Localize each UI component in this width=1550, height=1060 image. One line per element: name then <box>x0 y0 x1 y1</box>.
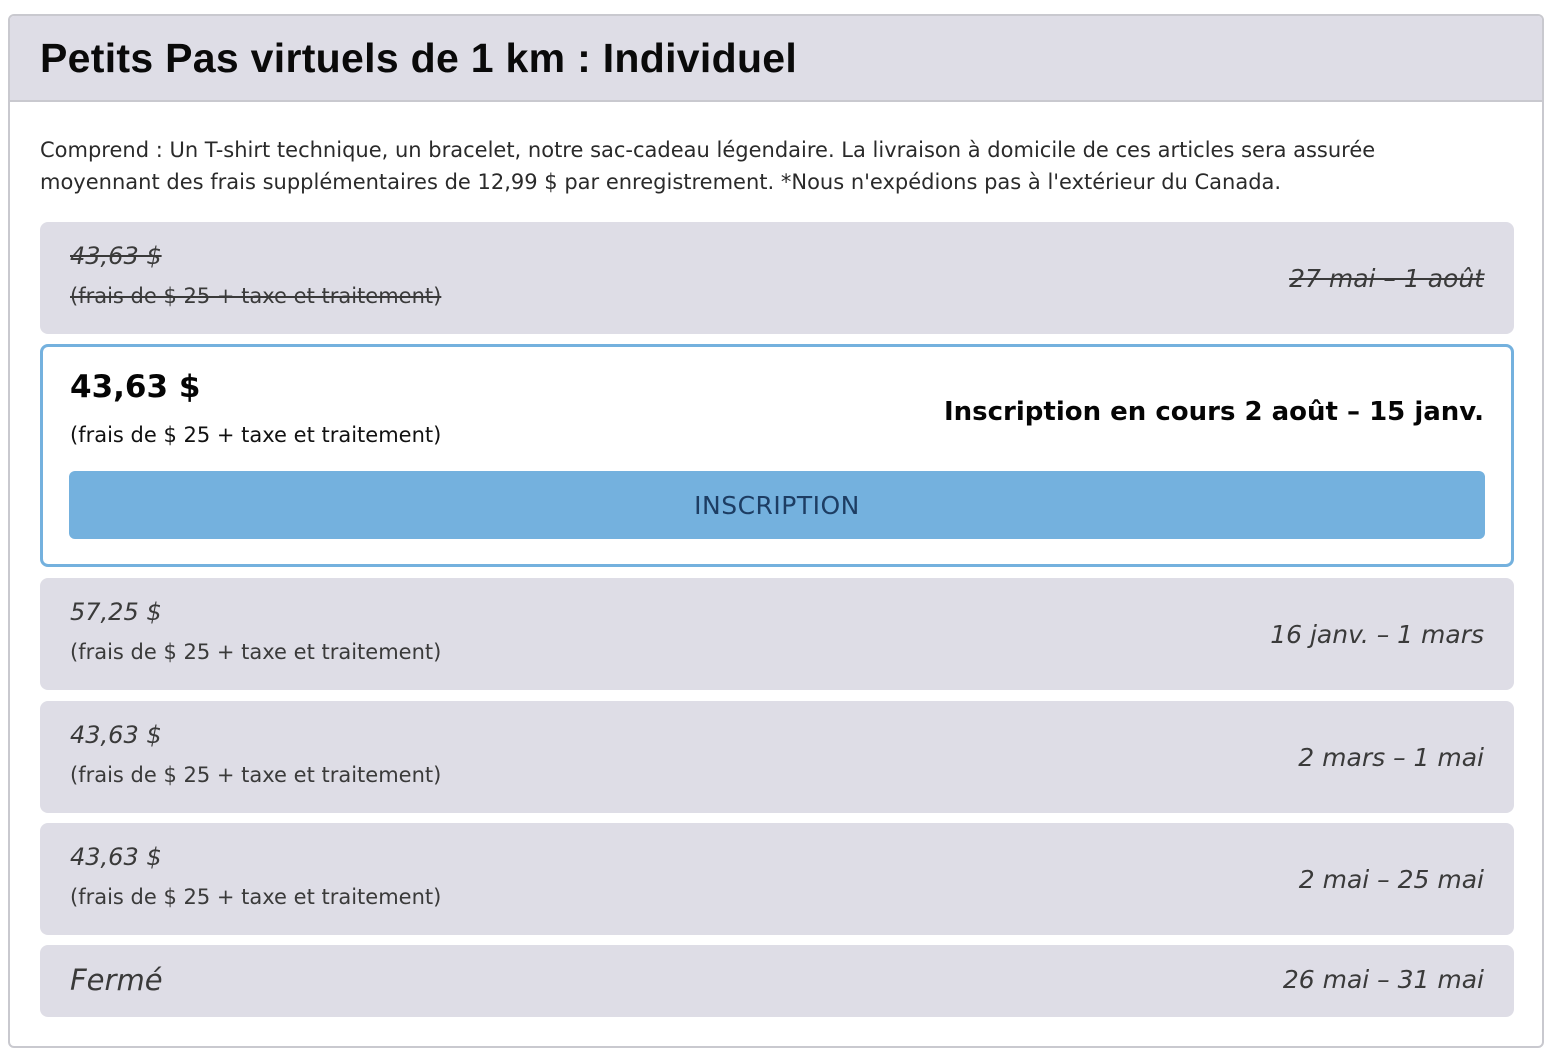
price-tier-past <box>40 222 1514 334</box>
tier-price: 43,63 $ <box>70 369 201 405</box>
registration-card <box>8 14 1544 1048</box>
tier-fee: (frais de $ 25 + taxe et traitement) <box>70 640 442 664</box>
tier-price: 43,63 $ <box>70 242 162 270</box>
price-tier-upcoming <box>40 578 1514 690</box>
tier-dates: 27 mai – 1 août <box>1289 264 1484 293</box>
card-header <box>10 16 1542 102</box>
tier-dates: Inscription en cours 2 août – 15 janv. <box>943 397 1484 427</box>
tier-dates: 2 mai – 25 mai <box>1298 865 1484 894</box>
event-description: Comprend : Un T-shirt technique, un bracelet, notre sac-cadeau légendaire. La livraison à domicile de ces articles sera assurée moyennant des frais supplémentaires de 12,99 $ par enregistrement. *Nous n'expédions pas à l'extérieur du Canada. <box>40 138 1376 194</box>
price-tier-closed <box>40 945 1514 1017</box>
price-tier-current <box>40 344 1514 567</box>
tier-fee: (frais de $ 25 + taxe et traitement) <box>70 763 442 787</box>
tier-dates: 16 janv. – 1 mars <box>1270 620 1484 649</box>
tier-dates: 26 mai – 31 mai <box>1282 965 1484 994</box>
tier-fee: (frais de $ 25 + taxe et traitement) <box>70 284 442 308</box>
event-title: Petits Pas virtuels de 1 km : Individuel <box>40 34 798 81</box>
price-tier-upcoming <box>40 823 1514 935</box>
tier-dates: 2 mars – 1 mai <box>1298 743 1484 772</box>
tier-price: 43,63 $ <box>70 843 162 871</box>
tier-fee: (frais de $ 25 + taxe et traitement) <box>70 423 442 447</box>
tier-fee: (frais de $ 25 + taxe et traitement) <box>70 885 442 909</box>
tier-price: 43,63 $ <box>70 721 162 749</box>
tier-price: 57,25 $ <box>70 598 162 626</box>
price-tier-upcoming <box>40 701 1514 813</box>
tier-status: Fermé <box>70 963 163 997</box>
register-button[interactable]: INSCRIPTION <box>69 471 1485 539</box>
